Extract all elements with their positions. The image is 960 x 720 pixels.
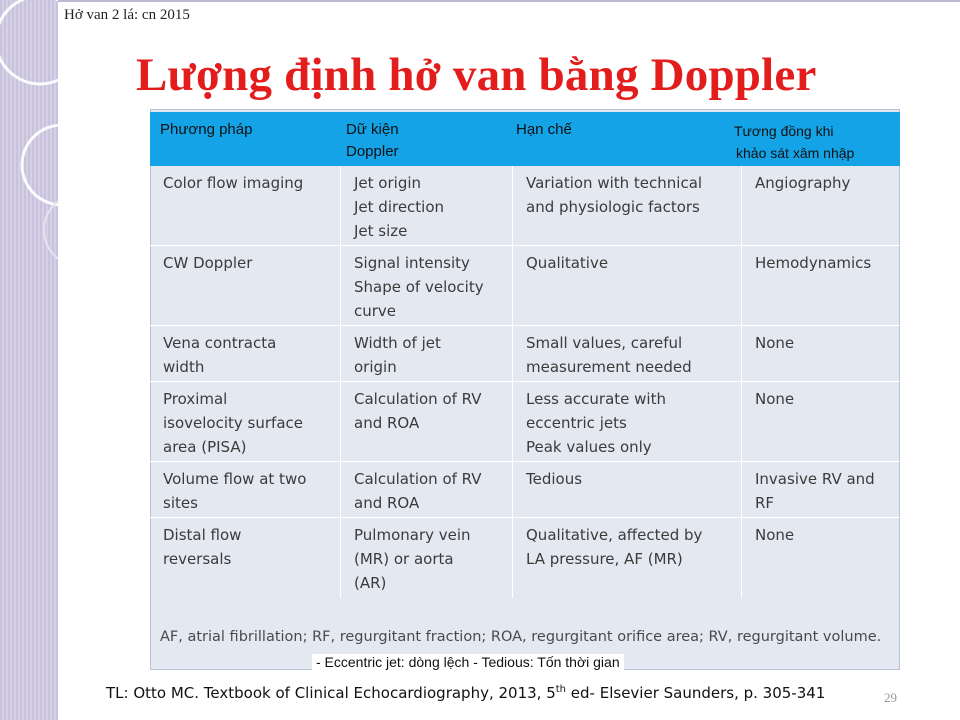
- cell-text: Calculation of RV: [354, 470, 482, 488]
- cell-text: Calculation of RV: [354, 390, 482, 408]
- cell-text: Peak values only: [526, 438, 652, 456]
- cell-text: None: [755, 334, 795, 352]
- cell-method: [150, 518, 340, 598]
- cell-text: sites: [163, 494, 198, 512]
- cell-text: Shape of velocity: [354, 278, 484, 296]
- cell-text: and physiologic factors: [526, 198, 700, 216]
- cell-invasive: [741, 382, 900, 461]
- cell-method: [150, 326, 340, 381]
- cell-method: [150, 166, 340, 245]
- cell-text: (AR): [354, 574, 387, 592]
- reference-suffix: ed- Elsevier Saunders, p. 305-341: [566, 684, 826, 702]
- cell-invasive: [741, 246, 900, 325]
- cell-text: CW Doppler: [163, 254, 253, 272]
- cell-doppler-data: [340, 462, 512, 517]
- cell-doppler-data: [340, 246, 512, 325]
- cell-text: Pulmonary vein: [354, 526, 471, 544]
- cell-text: Jet size: [354, 222, 408, 240]
- cell-limitations: [512, 246, 741, 325]
- cell-text: Distal flow: [163, 526, 242, 544]
- cell-text: LA pressure, AF (MR): [526, 550, 683, 568]
- reference-prefix: TL: Otto MC. Textbook of Clinical Echocardiography, 2013, 5: [106, 684, 556, 702]
- cell-method: [150, 382, 340, 461]
- vietnamese-note: - Eccentric jet: dòng lệch - Tedious: Tốn thời gian: [312, 654, 624, 671]
- cell-text: and ROA: [354, 414, 420, 432]
- cell-text: and ROA: [354, 494, 420, 512]
- table-row: [150, 166, 900, 246]
- cell-text: Hemodynamics: [755, 254, 872, 272]
- cell-text: Jet origin: [354, 174, 422, 192]
- table-row: [150, 462, 900, 518]
- table-header: [150, 112, 900, 166]
- header-invasive-line2: khảo sát xâm nhập: [736, 145, 855, 161]
- cell-text: Proximal: [163, 390, 228, 408]
- reference-citation: [106, 684, 825, 702]
- cell-text: eccentric jets: [526, 414, 627, 432]
- cell-text: isovelocity surface: [163, 414, 303, 432]
- slide-title: Lượng định hở van bằng Doppler: [136, 49, 817, 101]
- cell-text: Color flow imaging: [163, 174, 304, 192]
- cell-text: Vena contracta: [163, 334, 277, 352]
- header-method: Phương pháp: [160, 121, 253, 138]
- cell-invasive: [741, 326, 900, 381]
- cell-text: area (PISA): [163, 438, 247, 456]
- header-invasive-line1: Tương đồng khi: [734, 123, 834, 139]
- cell-doppler-data: [340, 382, 512, 461]
- cell-text: RF: [755, 494, 775, 512]
- cell-text: Invasive RV and: [755, 470, 875, 488]
- header-data-line1: Dữ kiện: [346, 121, 399, 138]
- cell-invasive: [741, 518, 900, 598]
- table-row: [150, 246, 900, 326]
- header-note: Hở van 2 lá: cn 2015: [64, 7, 190, 23]
- cell-text: Variation with technical: [526, 174, 703, 192]
- table-footnote: AF, atrial fibrillation; RF, regurgitant fraction; ROA, regurgitant orifice area; RV, regurgitant volume.: [160, 629, 882, 645]
- table-row: [150, 326, 900, 382]
- header-limits: Hạn chế: [516, 121, 572, 138]
- cell-text: curve: [354, 302, 397, 320]
- cell-limitations: [512, 326, 741, 381]
- cell-text: (MR) or aorta: [354, 550, 454, 568]
- cell-text: None: [755, 526, 795, 544]
- cell-doppler-data: [340, 326, 512, 381]
- cell-invasive: [741, 462, 900, 517]
- cell-text: Jet direction: [354, 198, 445, 216]
- cell-text: Qualitative: [526, 254, 609, 272]
- cell-text: Less accurate with: [526, 390, 666, 408]
- cell-text: Signal intensity: [354, 254, 470, 272]
- cell-doppler-data: [340, 166, 512, 245]
- cell-text: None: [755, 390, 795, 408]
- top-divider: [58, 0, 960, 2]
- reference-sup: th: [555, 684, 567, 695]
- cell-text: reversals: [163, 550, 232, 568]
- cell-text: Small values, careful: [526, 334, 683, 352]
- cell-method: [150, 462, 340, 517]
- cell-limitations: [512, 166, 741, 245]
- cell-limitations: [512, 518, 741, 598]
- header-data-line2: Doppler: [346, 143, 399, 160]
- cell-limitations: [512, 462, 741, 517]
- decorative-circles-icon: [0, 0, 58, 720]
- cell-text: origin: [354, 358, 397, 376]
- cell-method: [150, 246, 340, 325]
- page-number: 29: [884, 690, 897, 705]
- table-row: [150, 382, 900, 462]
- decorative-left-strip: [0, 0, 58, 720]
- cell-text: Qualitative, affected by: [526, 526, 703, 544]
- cell-invasive: [741, 166, 900, 245]
- cell-limitations: [512, 382, 741, 461]
- cell-doppler-data: [340, 518, 512, 598]
- table-row: [150, 518, 900, 598]
- cell-text: Angiography: [755, 174, 851, 192]
- cell-text: Width of jet: [354, 334, 441, 352]
- cell-text: Tedious: [526, 470, 583, 488]
- cell-text: Volume flow at two: [163, 470, 307, 488]
- cell-text: width: [163, 358, 205, 376]
- cell-text: measurement needed: [526, 358, 692, 376]
